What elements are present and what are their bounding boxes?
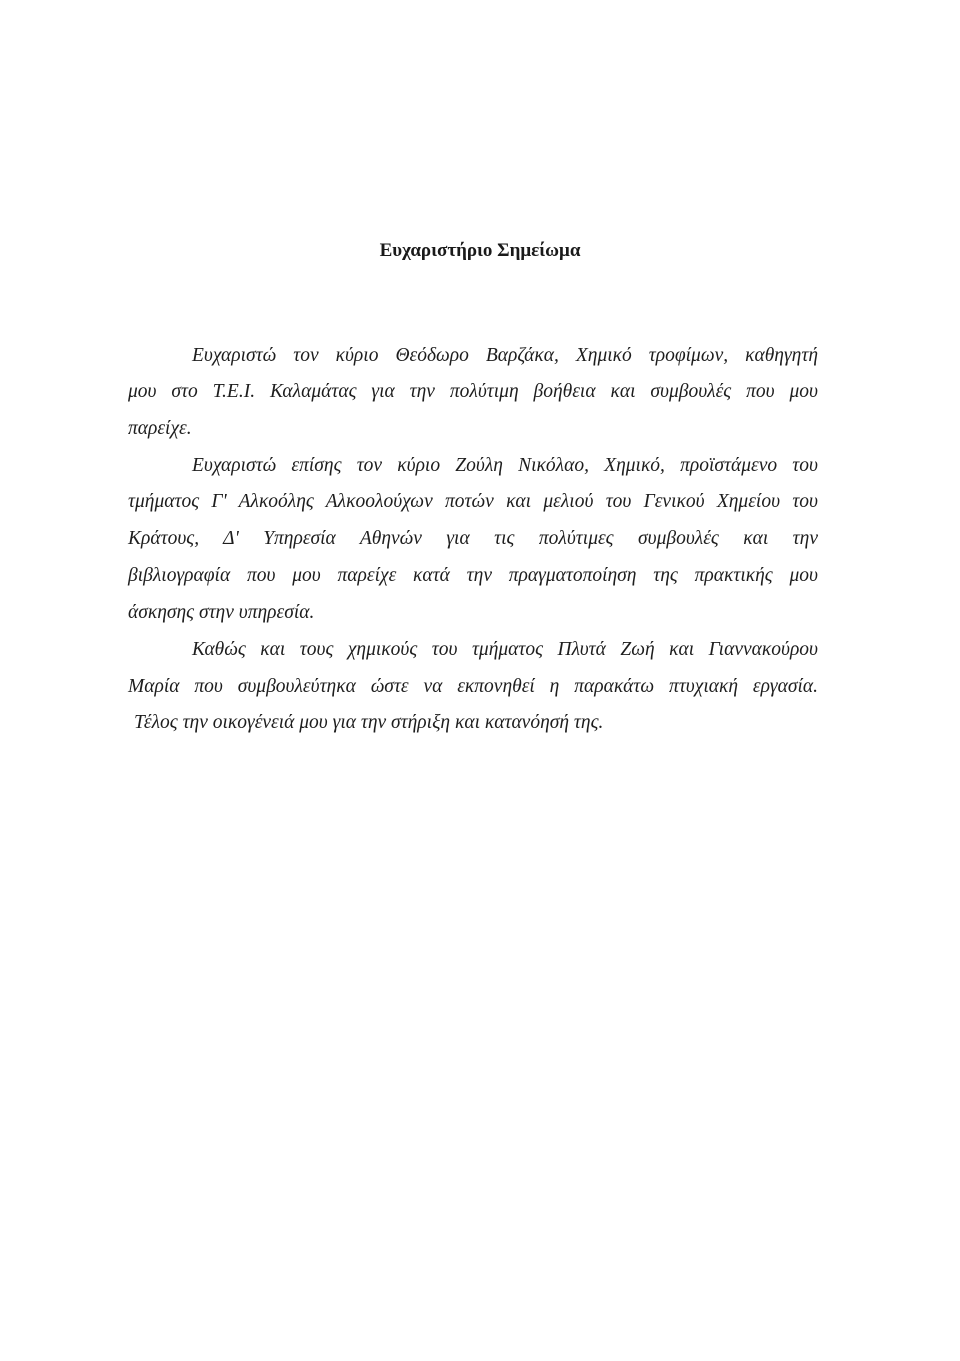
paragraph-2-line-2: τμήματος Γ' Αλκοόλης Αλκοολούχων ποτών και μελιού του Γενικού Χημείου του [128, 491, 818, 512]
paragraph-1-line-3: παρείχε. [128, 418, 192, 439]
paragraph-1-line-2: μου στο Τ.Ε.Ι. Καλαμάτας για την πολύτιμη βοήθεια και συμβουλές που μου [128, 381, 818, 402]
paragraph-4-line-1: Τέλος την οικογένειά μου για την στήριξη και κατανόησή της. [134, 712, 604, 733]
paragraph-2-line-3: Κράτους, Δ' Υπηρεσία Αθηνών για τις πολύτιμες συμβουλές και την [128, 528, 818, 549]
paragraph-2-line-5: άσκησης στην υπηρεσία. [128, 602, 315, 623]
paragraph-1-line-1: Ευχαριστώ τον κύριο Θεόδωρο Βαρζάκα, Χημικό τροφίμων, καθηγητή [192, 345, 818, 366]
paragraph-3-line-2: Μαρία που συμβουλεύτηκα ώστε να εκπονηθεί η παρακάτω πτυχιακή εργασία. [128, 676, 818, 697]
paragraph-3-line-1: Καθώς και τους χημικούς του τμήματος Πλυτά Ζωή και Γιαννακούρου [192, 639, 818, 660]
page-title: Ευχαριστήριο Σημείωμα [379, 240, 581, 261]
paragraph-2-line-4: βιβλιογραφία που μου παρείχε κατά την πραγματοποίηση της πρακτικής μου [128, 565, 818, 586]
paragraph-2-line-1: Ευχαριστώ επίσης τον κύριο Ζούλη Νικόλαο, Χημικό, προϊστάμενο του [192, 455, 818, 476]
